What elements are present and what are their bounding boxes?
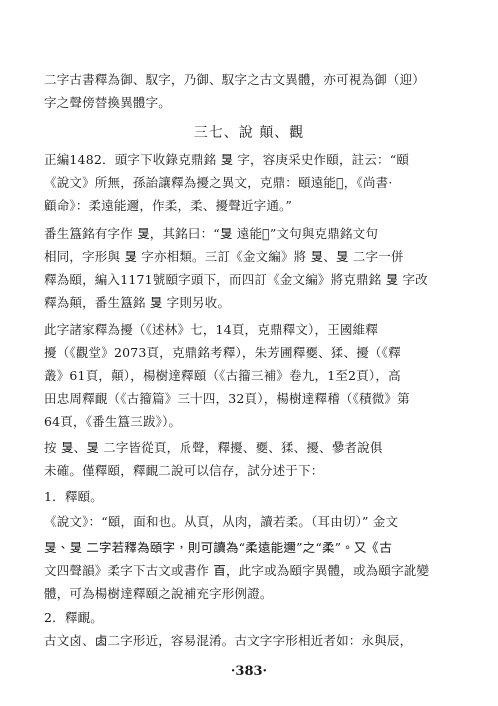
text-line-10: 此字諸家釋為擾（《述林》七，14頁，克鼎釋文），王國維釋 — [44, 322, 379, 337]
text-line-2: 字之聲傍替換異體字。 — [44, 95, 172, 110]
text-line-23: 古文卤、𠧪二字形近，容易混淆。古文字字形相近者如：永與辰， — [44, 633, 413, 648]
text-line-21: 體，可為楊樹達釋頤之說補充字形例證。 — [44, 586, 273, 601]
text-line-19: 𥄎、𥄎 二字若釋為頤字，則可讀為“柔遠能邇”之“柔”。又《古 — [44, 540, 393, 555]
text-line-12: 叢》61頁，顛），楊樹達釋頤（《古籀三補》卷九，1至2頁），高 — [44, 368, 401, 383]
text-line-20: 文四聲韻》柔字下古文或書作 𦣻，此字或為頤字異體，或為頤字訛變 — [44, 563, 430, 578]
text-line-16: 未確。僅釋頤，釋靦二說可以信存，試分述于下： — [44, 463, 324, 478]
text-line-13: 田忠周釋靦（《古籀篇》三十四，32頁），楊樹達釋稽（《積微》第 — [44, 391, 410, 406]
text-line-8: 釋為頤，編入1171號頤字頭下，而四訂《金文編》將克鼎銘 𥄎 字改 — [44, 272, 428, 287]
text-line-15: 按 𥄎、𥄎 二字皆從頁，𠂢聲，釋擾、夒、猱、擾、曑者說俱 — [44, 440, 383, 455]
text-line-1: 二字古書釋為御、馭字，乃御、馭字之古文異體，亦可視為御（迎） — [44, 72, 426, 87]
section-title: 三七、說 顛、觀 — [193, 125, 305, 141]
text-line-14: 64頁，《番生簋三跋》）。 — [44, 414, 182, 429]
text-line-17: 1．釋頤。 — [44, 489, 103, 504]
page-number: ·383· — [230, 664, 268, 679]
text-line-9: 釋為顛，番生簋銘 𥄎 字則另收。 — [44, 295, 231, 310]
text-line-6: 番生簋銘有字作 𥄎，其銘曰：“𥄎 遠能𤞷”文句與克鼎銘文句 — [44, 226, 379, 241]
text-line-3: 正編1482．頭字下收錄克鼎銘 𥄎 字，容庚采史作頤，註云：“頤 — [44, 152, 410, 167]
text-line-11: 擾（《觀堂》2073頁，克鼎銘考釋），朱芳圃釋夒、猱、擾（《釋 — [44, 345, 401, 360]
text-line-18: 《說文》：“頤，面和也。从頁，从肉，讀若柔。（耳由切）” 金文 — [44, 514, 399, 529]
text-line-5: 顧命》：柔遠能邇，作柔，柔、擾聲近字通。” — [44, 198, 293, 213]
text-line-22: 2．釋靦。 — [44, 610, 103, 625]
text-line-7: 相同，字形與 𥄎 字亦相類。三訂《金文編》將 𥄎、𥄎 二字一併 — [44, 249, 404, 264]
text-line-4: 《說文》所無，孫詒讓釋為擾之異文，克鼎：頤遠能𤞷，《尚書· — [44, 175, 393, 190]
